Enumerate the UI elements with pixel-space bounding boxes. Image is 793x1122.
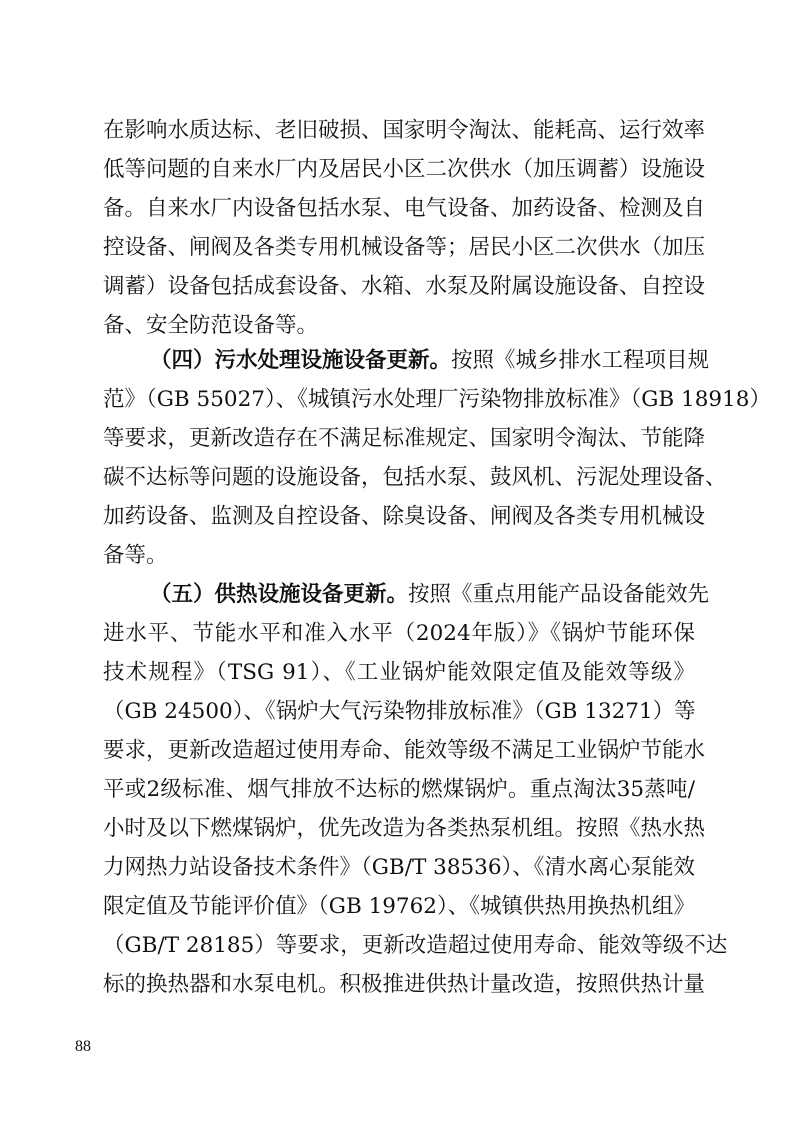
text-line: 要求，更新改造超过使用寿命、能效等级不满足工业锅炉节能水	[103, 738, 706, 763]
text-line: 限定值及节能评价值》（GB 19762）、《城镇供热用换热机组》	[103, 894, 695, 919]
text-line: 备、安全防范设备等。	[103, 313, 319, 338]
text-line: 等要求，更新改造存在不满足标准规定、国家明令淘汰、节能降	[103, 426, 706, 451]
text-line: 备。自来水厂内设备包括水泵、电气设备、加药设备、检测及自	[103, 196, 706, 221]
section-4-first-line	[150, 344, 710, 378]
text-line: 进水平、节能水平和准入水平（2024年版）》《锅炉节能环保	[103, 621, 695, 646]
text-line: （GB/T 28185）等要求，更新改造超过使用寿命、能效等级不达	[103, 933, 728, 958]
text-line: 在影响水质达标、老旧破损、国家明令淘汰、能耗高、运行效率	[103, 118, 706, 143]
text-line: 小时及以下燃煤锅炉，优先改造为各类热泵机组。按照《热水热	[103, 816, 706, 841]
text-line: 低等问题的自来水厂内及居民小区二次供水（加压调蓄）设施设	[103, 157, 706, 182]
text-line: 平或2级标准、烟气排放不达标的燃煤锅炉。重点淘汰35蒸吨/	[103, 777, 695, 802]
section-5-heading: （五）供热设施设备更新。	[150, 582, 409, 607]
section-4-lead-text: 按照《城乡排水工程项目规	[451, 348, 710, 373]
text-line: 技术规程》（TSG 91）、《工业锅炉能效限定值及能效等级》	[103, 660, 695, 685]
text-line: 力网热力站设备技术条件》（GB/T 38536）、《清水离心泵能效	[103, 855, 696, 880]
text-line: 碳不达标等问题的设施设备，包括水泵、鼓风机、污泥处理设备、	[103, 465, 727, 490]
text-line: 备等。	[103, 543, 168, 568]
text-line: 调蓄）设备包括成套设备、水箱、水泵及附属设施设备、自控设	[103, 274, 706, 299]
section-4-heading: （四）污水处理设施设备更新。	[150, 348, 452, 373]
text-line: 范》（GB 55027）、《城镇污水处理厂污染物排放标准》（GB 18918）	[103, 387, 771, 412]
text-line: 加药设备、监测及自控设备、除臭设备、闸阀及各类专用机械设	[103, 504, 706, 529]
text-line: （GB 24500）、《锅炉大气污染物排放标准》（GB 13271）等	[103, 699, 696, 724]
text-line: 标的换热器和水泵电机。积极推进供热计量改造，按照供热计量	[103, 972, 706, 997]
page-number: 88	[75, 1038, 91, 1055]
section-5-first-line	[150, 578, 710, 612]
section-5-lead-text: 按照《重点用能产品设备能效先	[408, 582, 710, 607]
text-line: 控设备、闸阀及各类专用机械设备等；居民小区二次供水（加压	[103, 235, 706, 260]
